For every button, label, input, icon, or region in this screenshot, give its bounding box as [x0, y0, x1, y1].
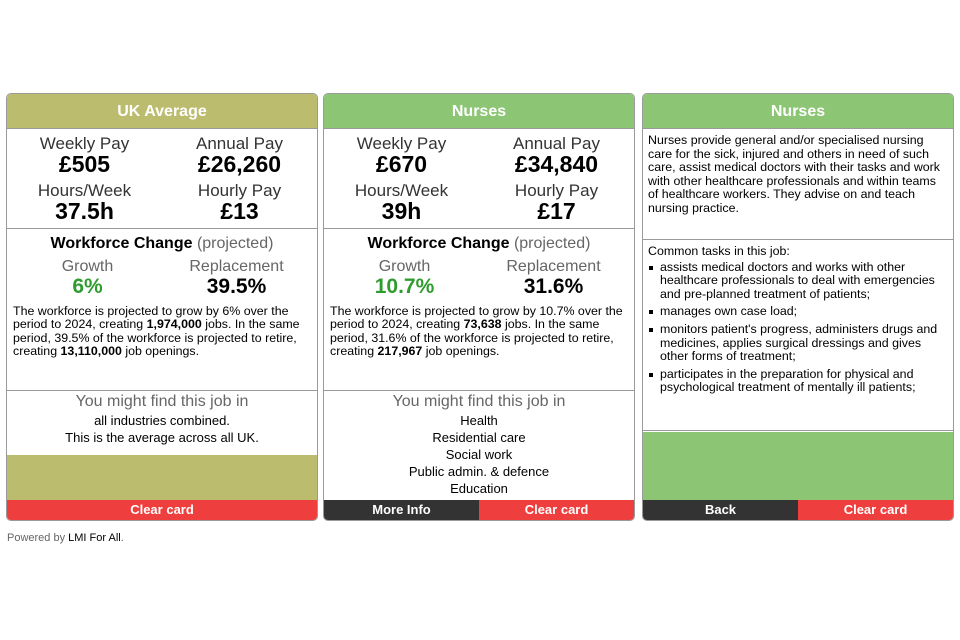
- workforce-section: [7, 229, 317, 391]
- hourly-pay-label: Hourly Pay: [514, 180, 599, 200]
- clear-card-button[interactable]: Clear card: [7, 500, 317, 520]
- clear-card-button[interactable]: Clear card: [798, 500, 953, 520]
- workforce-title: [13, 235, 311, 253]
- growth-value: 6%: [72, 275, 103, 298]
- card-actions: [324, 500, 634, 520]
- wf-jobs: 1,974,000: [146, 317, 202, 332]
- weekly-pay-value: £670: [375, 151, 428, 177]
- annual-pay: [162, 135, 317, 182]
- wf-text-part: The workforce is projected to grow by 6% over the period to 2024, creating: [13, 304, 289, 332]
- wf-openings: 13,110,000: [60, 344, 122, 359]
- hourly-pay-label: Hourly Pay: [197, 180, 282, 200]
- weekly-pay-value: £505: [58, 151, 111, 177]
- find-job-line: Health: [460, 413, 498, 428]
- nurses-card: [323, 93, 635, 521]
- task-item: manages own case load;: [648, 305, 948, 319]
- annual-pay-label: Annual Pay: [513, 134, 600, 153]
- find-job-section: [324, 391, 634, 501]
- task-item: monitors patient's progress, administers drugs and medicines, applies surgical dressings and gives other forms of treatment;: [648, 323, 948, 364]
- replacement-label: Replacement: [506, 258, 601, 275]
- powered-by: [7, 532, 124, 544]
- find-job-line: all industries combined.: [94, 413, 230, 428]
- wf-text-part: job openings.: [422, 344, 500, 359]
- find-job-line: This is the average across all UK.: [65, 430, 259, 445]
- workforce-section: [324, 229, 634, 391]
- hourly-pay: [162, 182, 317, 229]
- wf-text-part: The workforce is projected to grow by 10.7% over the period to 2024, creating: [330, 304, 623, 332]
- find-job-section: [7, 391, 317, 455]
- workforce-title-text: Workforce Change: [367, 235, 510, 252]
- more-info-button[interactable]: More Info: [324, 500, 479, 520]
- replacement-value: 31.6%: [523, 275, 584, 298]
- card-filler: [643, 432, 953, 502]
- find-job-line: Residential care: [432, 430, 526, 445]
- uk-average-card: [6, 93, 318, 521]
- back-button[interactable]: Back: [643, 500, 798, 520]
- growth: [330, 259, 479, 299]
- find-job-line: Education: [450, 481, 508, 496]
- hourly-pay-value: £13: [220, 197, 259, 224]
- card-title: Nurses: [324, 94, 634, 129]
- card-filler: [7, 455, 317, 501]
- replacement: [479, 259, 628, 299]
- workforce-title: [330, 235, 628, 253]
- growth-value: 10.7%: [374, 275, 435, 298]
- powered-suffix: .: [120, 532, 124, 544]
- weekly-pay-label: Weekly Pay: [39, 134, 130, 153]
- annual-pay-value: £26,260: [197, 151, 282, 177]
- wf-openings: 217,967: [377, 344, 423, 359]
- hours-week-label: Hours/Week: [354, 180, 449, 200]
- replacement: [162, 259, 311, 299]
- workforce-projected: (projected): [196, 235, 274, 252]
- nurses-info-card: [642, 93, 954, 521]
- job-description: Nurses provide general and/or specialised nursing care for the sick, injured and others in need of such care, assist medical doctors with their tasks and work with other healthcare professionals and within teams of healthcare workers. They advise on and teach nursing practice.: [643, 129, 953, 240]
- replacement-value: 39.5%: [206, 275, 267, 298]
- lmi-for-all-link[interactable]: LMI For All: [68, 532, 121, 544]
- hours-week: [7, 182, 162, 229]
- find-job-heading: You might find this job in: [392, 393, 566, 410]
- find-job-line: Social work: [445, 447, 513, 462]
- hourly-pay-value: £17: [537, 197, 576, 224]
- workforce-stats: [13, 259, 311, 299]
- annual-pay-value: £34,840: [514, 151, 599, 177]
- clear-card-button[interactable]: Clear card: [479, 500, 634, 520]
- workforce-description: [330, 305, 628, 359]
- replacement-label: Replacement: [189, 258, 284, 275]
- powered-prefix: Powered by: [7, 532, 69, 544]
- wf-text-part: jobs. In the same period, 39.5% of the workforce is projected to retire, creating: [13, 317, 300, 359]
- wf-text-part: job openings.: [121, 344, 200, 359]
- wf-text-part: jobs. In the same period, 31.6% of the workforce is projected to retire, creating: [330, 317, 614, 359]
- workforce-projected: (projected): [513, 235, 591, 252]
- wf-jobs: 73,638: [463, 317, 502, 332]
- hours-week-value: 39h: [381, 197, 422, 224]
- tasks-list: [648, 261, 948, 395]
- growth-label: Growth: [378, 258, 431, 275]
- weekly-pay: [324, 135, 479, 182]
- hours-week: [324, 182, 479, 229]
- annual-pay: [479, 135, 634, 182]
- weekly-pay-label: Weekly Pay: [356, 134, 447, 153]
- card-actions: [7, 500, 317, 520]
- workforce-stats: [330, 259, 628, 299]
- find-job-heading: You might find this job in: [75, 393, 249, 410]
- card-title: UK Average: [7, 94, 317, 129]
- tasks-heading: Common tasks in this job:: [648, 244, 790, 258]
- hours-week-label: Hours/Week: [37, 180, 132, 200]
- card-actions: [643, 500, 953, 520]
- task-item: assists medical doctors and works with other healthcare professionals to deal with emergencies and pre-planned treatment of patients;: [648, 261, 948, 302]
- growth: [13, 259, 162, 299]
- workforce-description: [13, 305, 311, 359]
- task-item: participates in the preparation for physical and psychological treatment of mentally ill patients;: [648, 368, 948, 395]
- card-title: Nurses: [643, 94, 953, 129]
- pay-section: [7, 129, 317, 229]
- find-job-line: Public admin. & defence: [408, 464, 550, 479]
- pay-section: [324, 129, 634, 229]
- hours-week-value: 37.5h: [55, 197, 114, 224]
- annual-pay-label: Annual Pay: [196, 134, 283, 153]
- tasks-section: [643, 240, 953, 431]
- workforce-title-text: Workforce Change: [50, 235, 193, 252]
- hourly-pay: [479, 182, 634, 229]
- weekly-pay: [7, 135, 162, 182]
- growth-label: Growth: [61, 258, 114, 275]
